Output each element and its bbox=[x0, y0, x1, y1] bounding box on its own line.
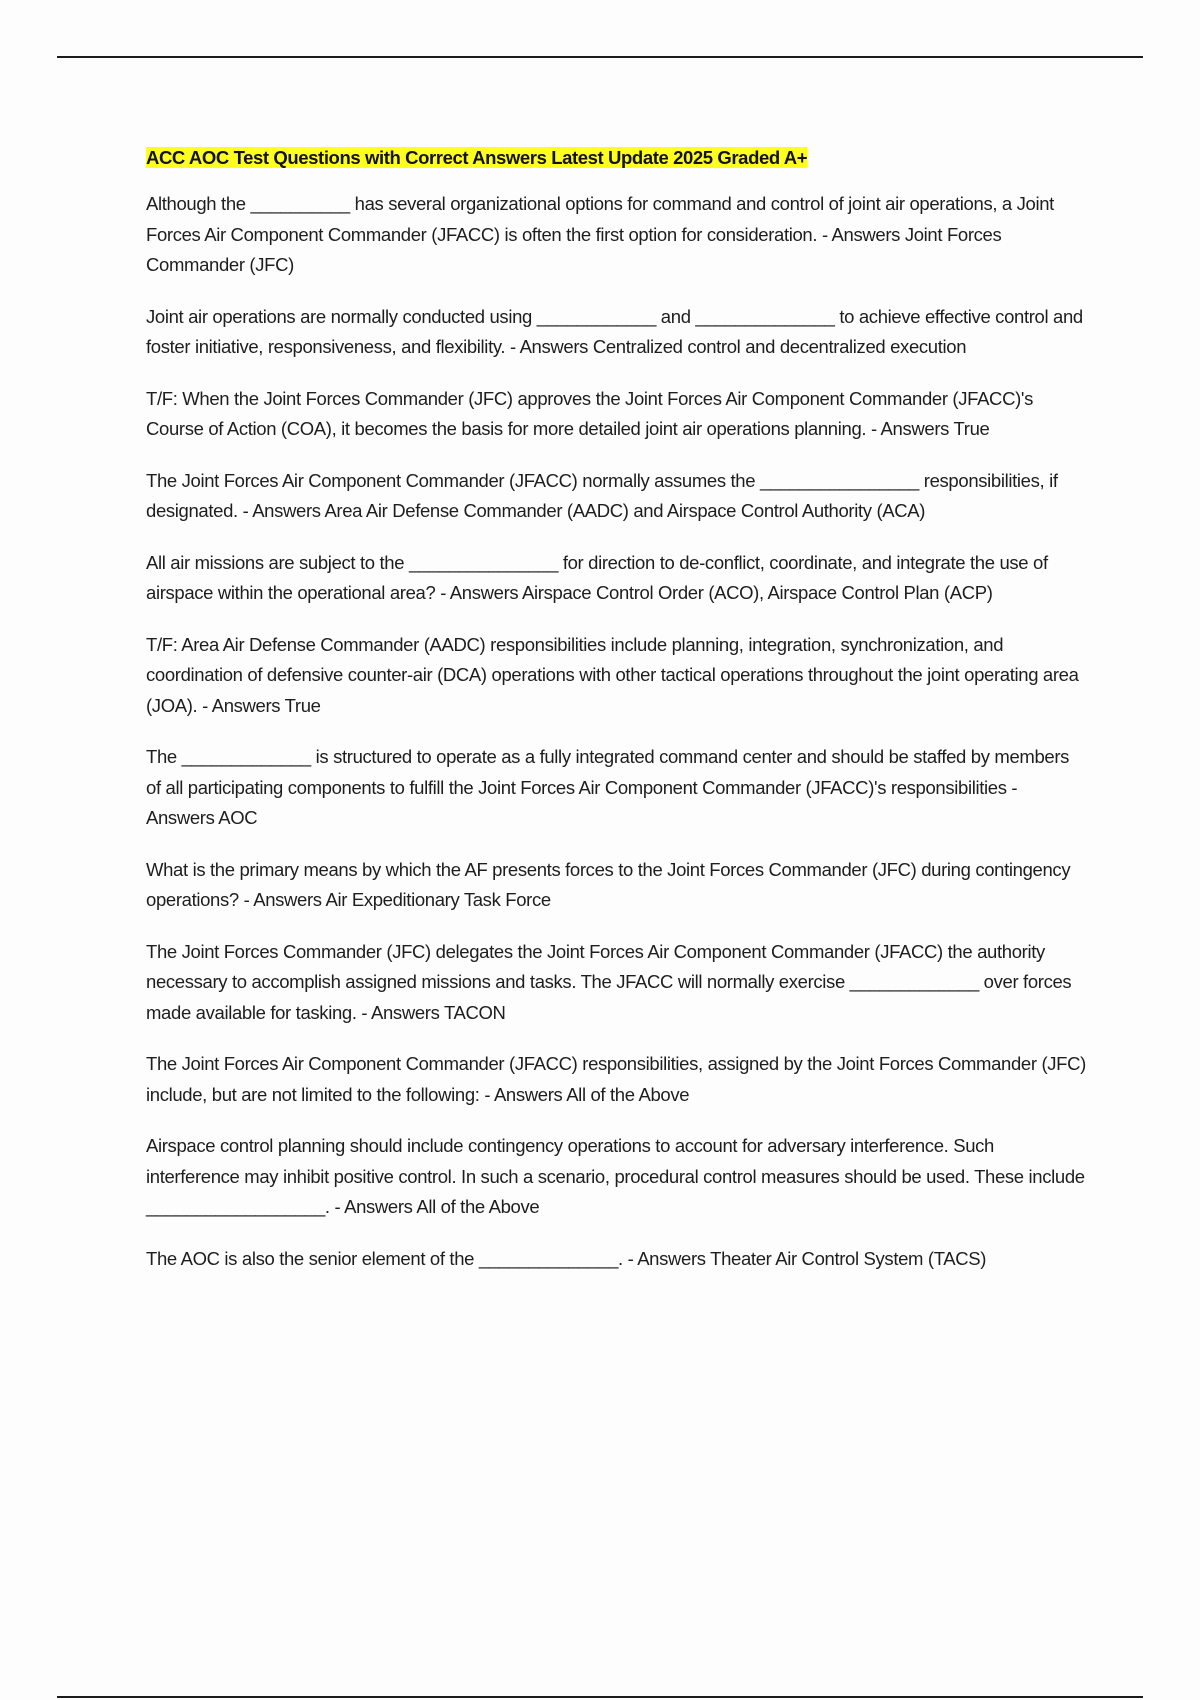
question-text: What is the primary means by which the AF presents forces to the Joint Forces Commander (JFC) during contingency operations? bbox=[146, 858, 1071, 910]
bottom-rule bbox=[57, 1696, 1143, 1698]
qa-item bbox=[146, 937, 1086, 1029]
qa-item bbox=[146, 1131, 1086, 1223]
title-block bbox=[146, 145, 1086, 171]
question-text: The _____________ is structured to operate as a fully integrated command center and should be staffed by members of all participating components to fulfill the Joint Forces Air Component Commander (JFACC)'s responsibilities bbox=[146, 746, 1070, 798]
answer-text: - Answers True bbox=[202, 694, 321, 716]
question-text: The Joint Forces Air Component Commander (JFACC) responsibilities, assigned by the Joint Forces Commander (JFC) include, but are not limited to the following: bbox=[146, 1053, 1086, 1105]
qa-item bbox=[146, 384, 1086, 445]
qa-item bbox=[146, 630, 1086, 722]
top-rule bbox=[57, 56, 1143, 58]
document-body bbox=[146, 145, 1086, 1295]
question-text: The Joint Forces Air Component Commander (JFACC) normally assumes the ________________ responsibilities, if designated. bbox=[146, 469, 1058, 521]
answer-text: - Answers Joint Forces Commander (JFC) bbox=[146, 223, 1002, 275]
answer-text: - Answers TACON bbox=[361, 1001, 506, 1023]
question-text: Although the __________ has several organizational options for command and control of joint air operations, a Joint Forces Air Component Commander (JFACC) is often the first option for consideration. bbox=[146, 193, 1054, 245]
question-text: T/F: Area Air Defense Commander (AADC) responsibilities include planning, integration, synchronization, and coordination of defensive counter-air (DCA) operations with other tactical operations throughout the joint operating area (JOA). bbox=[146, 633, 1079, 716]
qa-item bbox=[146, 548, 1086, 609]
answer-text: - Answers Area Air Defense Commander (AADC) and Airspace Control Authority (ACA) bbox=[242, 500, 926, 521]
question-text: The Joint Forces Commander (JFC) delegates the Joint Forces Air Component Commander (JFACC) the authority necessary to accomplish assigned missions and tasks. The JFACC will normally exercise _____________ over forces made available for tasking. bbox=[146, 940, 1072, 1023]
qa-item bbox=[146, 1244, 1086, 1275]
answer-text: - Answers AOC bbox=[146, 776, 1018, 828]
qa-item bbox=[146, 189, 1086, 281]
answer-text: - Answers Airspace Control Order (ACO), Airspace Control Plan (ACP) bbox=[440, 582, 993, 603]
answer-text: - Answers Theater Air Control System (TACS) bbox=[627, 1247, 987, 1269]
question-text: All air missions are subject to the _______________ for direction to de-conflict, coordinate, and integrate the use of airspace within the operational area? bbox=[146, 551, 1048, 603]
qa-item bbox=[146, 855, 1086, 916]
answer-text: - Answers All of the Above bbox=[334, 1196, 540, 1217]
qa-item bbox=[146, 1049, 1086, 1110]
answer-text: - Answers Centralized control and decentralized execution bbox=[509, 336, 967, 357]
qa-item bbox=[146, 742, 1086, 834]
question-text: The AOC is also the senior element of the ______________. bbox=[146, 1247, 623, 1269]
question-text: Airspace control planning should include contingency operations to account for adversary interference. Such interference may inhibit positive control. In such a scenario, procedural control measures should be used. These include __________________. bbox=[146, 1135, 1085, 1217]
answer-text: - Answers Air Expeditionary Task Force bbox=[243, 889, 551, 910]
answer-text: - Answers All of the Above bbox=[484, 1083, 690, 1105]
qa-item bbox=[146, 302, 1086, 363]
document-title: ACC AOC Test Questions with Correct Answers Latest Update 2025 Graded A+ bbox=[146, 147, 808, 168]
question-text: Joint air operations are normally conducted using ____________ and ______________ to achieve effective control and foster initiative, responsiveness, and flexibility. bbox=[146, 305, 1083, 357]
qa-item bbox=[146, 466, 1086, 527]
answer-text: - Answers True bbox=[870, 418, 990, 439]
question-text: T/F: When the Joint Forces Commander (JFC) approves the Joint Forces Air Component Commander (JFACC)'s Course of Action (COA), it becomes the basis for more detailed joint air operations planning. bbox=[146, 387, 1033, 439]
